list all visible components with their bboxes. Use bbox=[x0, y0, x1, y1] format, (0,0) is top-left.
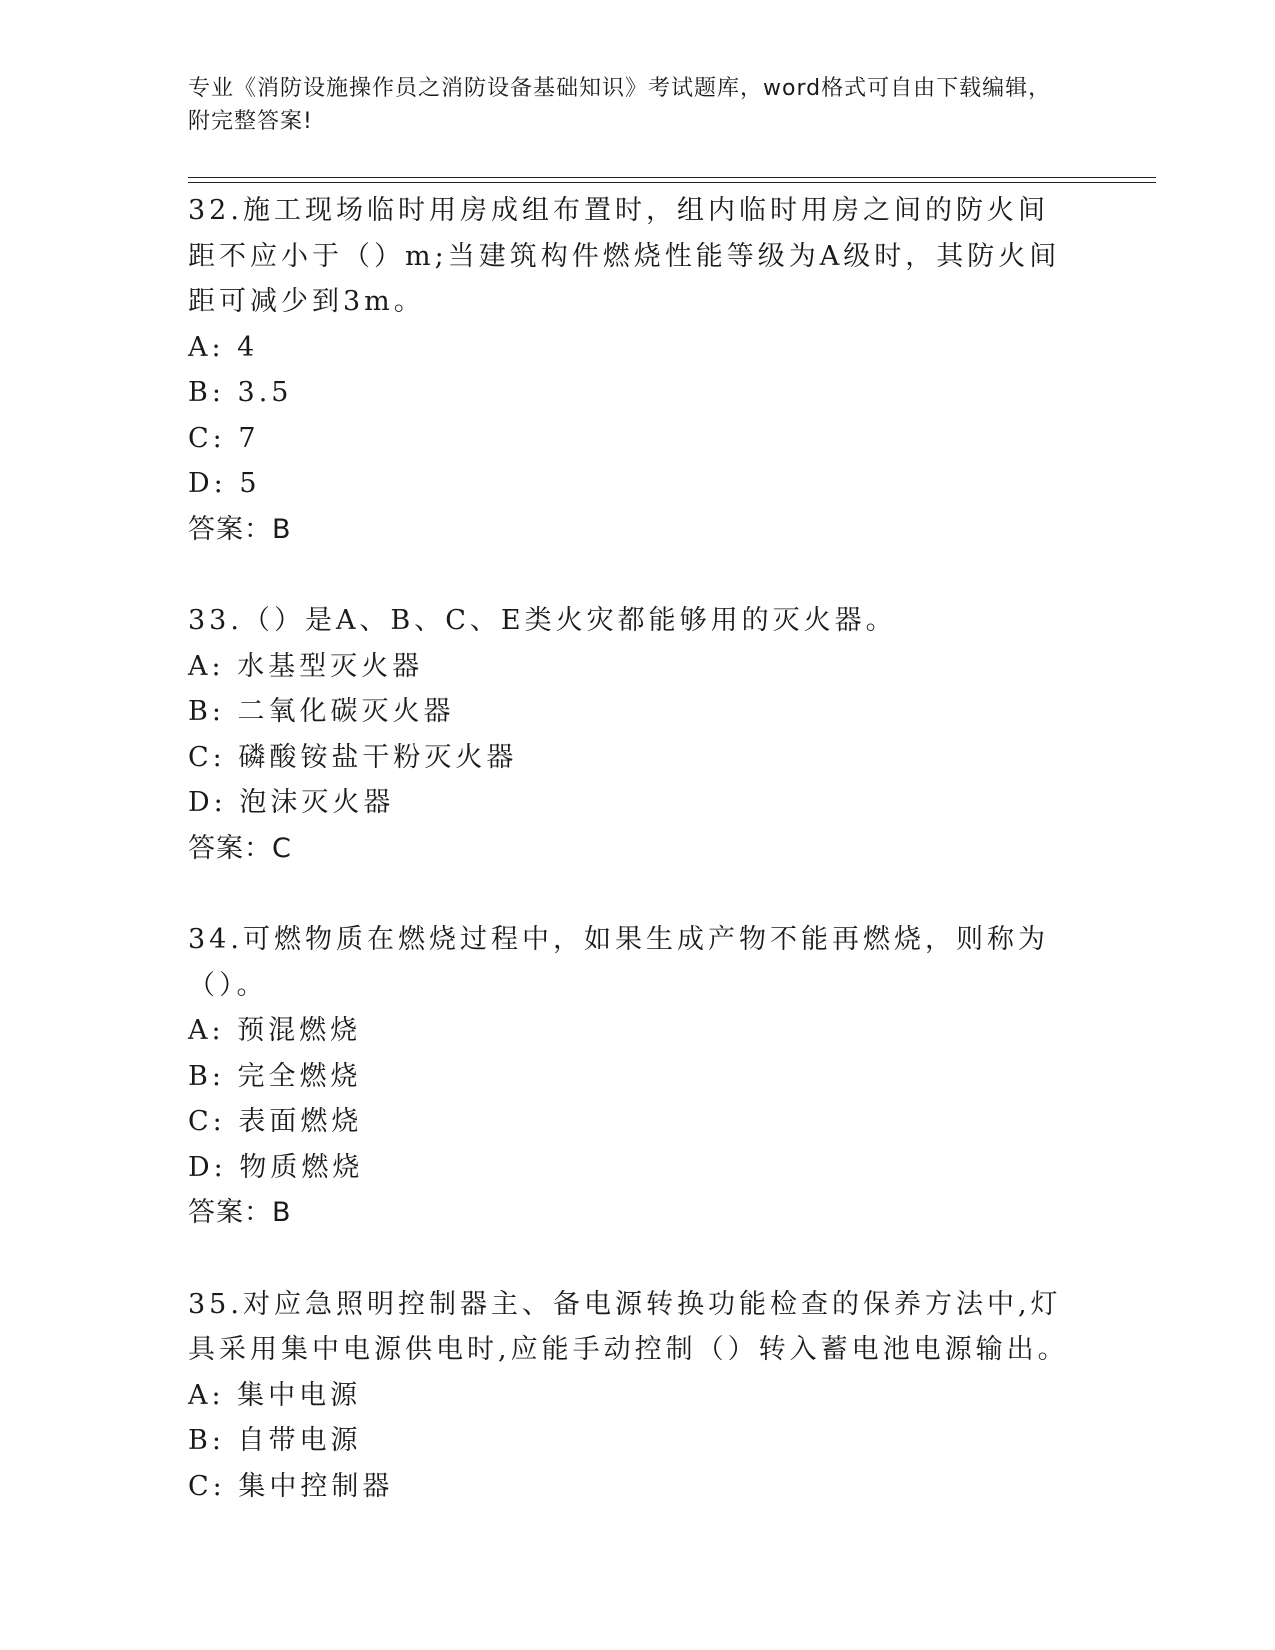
option-a: A: 水基型灭火器 bbox=[188, 650, 424, 682]
question-stem: 34.可燃物质在燃烧过程中，如果生成产物不能再燃烧，则称为（）。 bbox=[188, 924, 1049, 1001]
option-b: B: 二氧化碳灭火器 bbox=[188, 696, 455, 727]
option-a: A: 集中电源 bbox=[188, 1379, 362, 1411]
document-header: 专业《消防设施操作员之消防设备基础知识》考试题库，word格式可自由下载编辑，附完整答案! bbox=[188, 76, 1052, 134]
option-c: C: 集中控制器 bbox=[188, 1470, 394, 1502]
option-d: D: 5 bbox=[188, 468, 261, 499]
option-b: B: 自带电源 bbox=[188, 1425, 362, 1456]
question-33 bbox=[188, 598, 1088, 871]
header-divider-bottom bbox=[188, 182, 1156, 183]
option-a: A: 预混燃烧 bbox=[188, 1015, 362, 1046]
option-c: C: 7 bbox=[188, 422, 260, 454]
question-34 bbox=[188, 917, 1088, 1236]
question-32 bbox=[188, 188, 1088, 552]
option-d: D: 物质燃烧 bbox=[188, 1151, 364, 1183]
option-d: D: 泡沫灭火器 bbox=[188, 787, 395, 818]
question-35 bbox=[188, 1282, 1088, 1510]
header-divider-top bbox=[188, 177, 1156, 178]
question-stem: 32.施工现场临时用房成组布置时，组内临时用房之间的防火间距不应小于（）m;当建筑构件燃烧性能等级为A级时，其防火间距可减少到3m。 bbox=[188, 195, 1061, 317]
option-b: B: 3.5 bbox=[188, 377, 293, 408]
option-c: C: 磷酸铵盐干粉灭火器 bbox=[188, 741, 518, 773]
option-b: B: 完全燃烧 bbox=[188, 1060, 362, 1092]
question-stem: 35.对应急照明控制器主、备电源转换功能检查的保养方法中,灯具采用集中电源供电时,应能手动控制（）转入蓄电池电源输出。 bbox=[188, 1288, 1069, 1365]
option-c: C: 表面燃烧 bbox=[188, 1106, 363, 1137]
answer-line: 答案：B bbox=[188, 513, 292, 545]
question-stem: 33.（）是A、B、C、E类火灾都能够用的灭火器。 bbox=[188, 605, 897, 636]
question-list bbox=[188, 188, 1088, 1555]
answer-line: 答案：C bbox=[188, 832, 292, 864]
option-a: A: 4 bbox=[188, 331, 259, 363]
answer-line: 答案：B bbox=[188, 1197, 292, 1228]
